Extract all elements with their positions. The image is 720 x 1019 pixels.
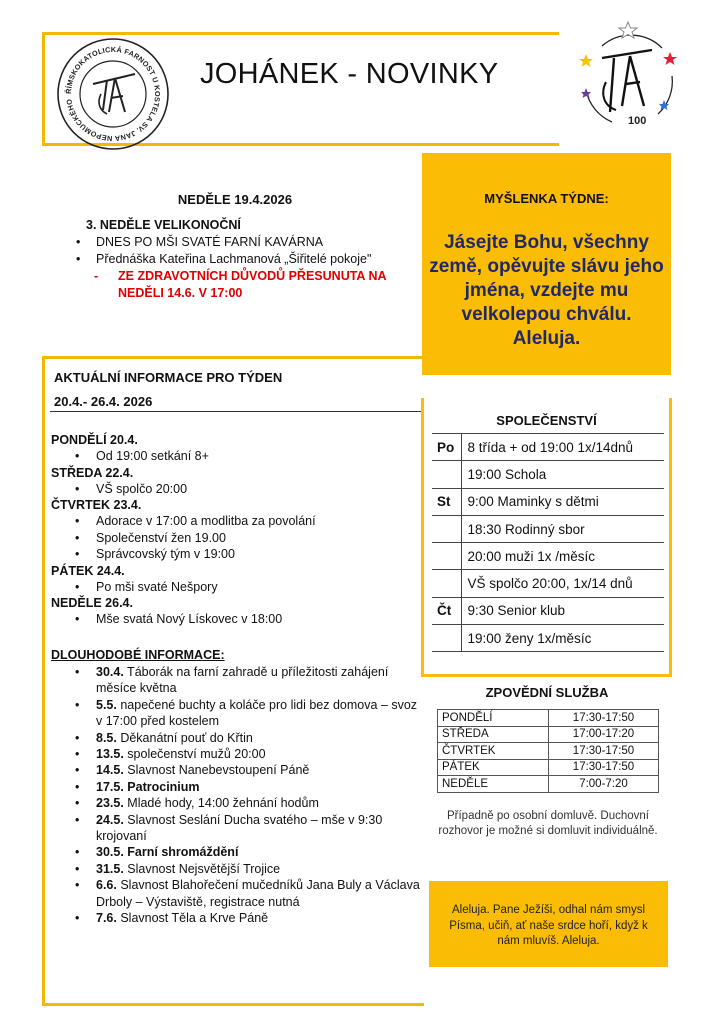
thought-of-week-box — [422, 153, 671, 375]
table-row — [438, 759, 659, 776]
weekly-schedule — [51, 432, 421, 628]
fellowship-day: Čt — [432, 597, 461, 624]
list-item — [75, 746, 425, 762]
day-title: NEDĚLE 26.4. — [51, 596, 133, 610]
fellowship-day: St — [432, 488, 461, 515]
fellowship-day — [432, 570, 461, 597]
day-title: PONDĚLÍ 20.4. — [51, 433, 138, 447]
day-items — [75, 448, 421, 465]
fellowship-day: Po — [432, 434, 461, 461]
event-text: Slavnost Těla a Krve Páně — [116, 911, 269, 926]
postponed-note-text: ZE ZDRAVOTNÍCH DŮVODŮ PŘESUNUTA NA NEDĚLI 14.6. V 17:00 — [118, 269, 387, 300]
list-item: • VŠ spolčo 20:00 — [75, 481, 421, 498]
event-text: Táborák na farní zahradě u příležitosti zahájení měsíce května — [96, 665, 389, 696]
fellowship-activity: 8 třída + od 19:00 1x/14dnů — [461, 434, 664, 461]
fellowship-activity: 20:00 muži 1x /měsíc — [461, 543, 664, 570]
event-date: 24.5. — [96, 812, 124, 827]
confession-day: PONDĚLÍ — [438, 710, 549, 727]
table-row — [438, 743, 659, 760]
day-title: PÁTEK 24.4. — [51, 563, 125, 578]
dash-marker: - — [94, 269, 99, 283]
table-row — [438, 776, 659, 793]
event-date: 6.6. — [96, 878, 117, 893]
confession-day: STŘEDA — [438, 726, 549, 743]
confession-time: 7:00-7:20 — [549, 776, 659, 793]
prayer-text: Aleluja. Pane Ježíši, odhal nám smysl Písma, učiň, ať naše srdce hoří, když k nám mluvíš. Aleluja. — [449, 904, 648, 947]
parish-logo — [55, 36, 171, 152]
event-date: 30.5. — [96, 845, 124, 860]
thought-heading: MYŠLENKA TÝDNE: — [484, 191, 609, 206]
long-term-list — [75, 664, 425, 927]
confession-day: PÁTEK — [438, 759, 549, 776]
table-row — [432, 625, 664, 652]
list-item — [75, 730, 425, 746]
day-items — [75, 579, 421, 596]
fellowship-day — [432, 461, 461, 488]
event-date: 7.6. — [96, 911, 117, 926]
event-text: Slavnost Blahořečení mučedníků Jana Buly a Václava Drboly – Výstaviště, registrace nutná — [96, 878, 420, 909]
star-purple-icon — [581, 88, 591, 98]
event-text: Patrocinium — [123, 779, 200, 794]
list-item: • Adorace v 17:00 a modlitba za povolání — [75, 513, 421, 530]
fellowship-activity: 9:30 Senior klub — [461, 597, 664, 624]
day-title: STŘEDA 22.4. — [51, 465, 134, 480]
list-item: • Společenství žen 19.00 — [75, 530, 421, 547]
event-text: Slavnost Nanebevstoupení Páně — [123, 763, 310, 778]
sunday-subtitle: 3. NEDĚLE VELIKONOČNÍ — [86, 218, 241, 232]
fellowship-activity: 19:00 Schola — [461, 461, 664, 488]
fellowship-day — [432, 515, 461, 542]
event-date: 5.5. — [96, 697, 117, 712]
day-items — [75, 513, 421, 563]
fellowship-activity: 9:00 Maminky s dětmi — [461, 488, 664, 515]
confession-table — [437, 709, 659, 793]
table-row — [432, 461, 664, 488]
fellowship-activity: 18:30 Rodinný sbor — [461, 515, 664, 542]
fellowship-day — [432, 543, 461, 570]
table-row — [432, 570, 664, 597]
anniversary-logo — [572, 18, 682, 130]
list-item — [75, 697, 425, 730]
confession-time: 17:30-17:50 — [549, 743, 659, 760]
long-term-title: DLOUHODOBÉ INFORMACE: — [51, 648, 225, 662]
table-row — [432, 515, 664, 542]
event-date: 13.5. — [96, 747, 124, 762]
day-title: ČTVRTEK 23.4. — [51, 498, 142, 512]
event-date: 30.4. — [96, 665, 124, 679]
confession-day: ČTVRTEK — [438, 743, 549, 760]
page-title: JOHÁNEK - NOVINKY — [200, 58, 499, 90]
list-item — [75, 779, 425, 795]
thought-text: Jásejte Bohu, všechny země, opěvujte slávu jeho jména, vzdejte mu velkolepou chválu. Aleluja. — [429, 232, 664, 349]
list-item — [75, 844, 425, 860]
fellowship-day — [432, 625, 461, 652]
divider — [50, 411, 422, 412]
event-date: 14.5. — [96, 763, 124, 778]
day-items — [75, 611, 421, 628]
event-text: společenství mužů 20:00 — [123, 747, 266, 762]
list-item — [75, 910, 425, 926]
table-row — [432, 434, 664, 461]
fellowship-table — [432, 433, 664, 652]
day-items — [75, 481, 421, 498]
confession-time: 17:30-17:50 — [549, 759, 659, 776]
list-item — [75, 812, 425, 845]
list-item: • DNES PO MŠI SVATÉ FARNÍ KAVÁRNA — [76, 234, 410, 251]
prayer-box — [429, 881, 668, 967]
weekly-title: AKTUÁLNÍ INFORMACE PRO TÝDEN — [54, 370, 283, 385]
list-item: • Správcovský tým v 19:00 — [75, 546, 421, 563]
list-item — [75, 861, 425, 877]
confession-time: 17:30-17:50 — [549, 710, 659, 727]
list-item: • Mše svatá Nový Lískovec v 18:00 — [75, 611, 421, 628]
confession-title: ZPOVĚDNÍ SLUŽBA — [485, 685, 609, 700]
table-row — [432, 597, 664, 624]
confession-time: 17:00-17:20 — [549, 726, 659, 743]
sunday-block — [60, 192, 410, 302]
list-item: • Po mši svaté Nešpory — [75, 579, 421, 596]
list-item: • Od 19:00 setkání 8+ — [75, 448, 421, 465]
parish-logo-text: ŘÍMSKOKATOLICKÁ FARNOST U KOSTELA SV. JANA NEPOMUCKÉHO — [63, 44, 163, 144]
weekly-date-range: 20.4.- 26.4. 2026 — [54, 394, 153, 409]
event-text: Slavnost Nejsvětější Trojice — [123, 861, 281, 876]
event-text: Slavnost Seslání Ducha svatého – mše v 9:30 krojovaní — [96, 812, 383, 844]
anniversary-logo-text: 100 — [628, 115, 647, 127]
fellowship-activity: 19:00 ženy 1x/měsíc — [461, 625, 664, 652]
list-item — [75, 877, 425, 910]
table-row — [432, 488, 664, 515]
list-item — [75, 762, 425, 778]
fellowship-title: SPOLEČENSTVÍ — [496, 413, 597, 428]
list-item — [75, 795, 425, 811]
event-date: 31.5. — [96, 861, 124, 876]
confession-day: NEDĚLE — [438, 776, 549, 793]
sunday-list — [76, 234, 410, 268]
event-text: Mladé hody, 14:00 žehnání hodům — [123, 796, 319, 811]
event-text: napečené buchty a koláče pro lidi bez domova – svoz v 17:00 před kostelem — [96, 697, 418, 729]
table-row — [432, 543, 664, 570]
event-date: 17.5. — [96, 779, 124, 794]
event-text: Děkanátní pouť do Křtin — [116, 730, 253, 745]
table-row — [438, 726, 659, 743]
event-date: 23.5. — [96, 796, 124, 811]
fellowship-activity: VŠ spolčo 20:00, 1x/14 dnů — [461, 570, 664, 597]
list-item — [75, 664, 425, 697]
event-date: 8.5. — [96, 730, 117, 745]
postponed-note — [94, 268, 418, 302]
list-item: • Přednáška Kateřina Lachmanová „Šiřitelé pokoje" — [76, 251, 410, 268]
sunday-date: NEDĚLE 19.4.2026 — [177, 192, 293, 207]
event-text: Farní shromáždění — [123, 845, 239, 860]
star-red-icon — [663, 52, 677, 65]
confession-note: Případně po osobní domluvě. Duchovní rozhovor je možné si domluvit individuálně. — [438, 810, 658, 837]
star-yellow-icon — [579, 54, 593, 67]
table-row — [438, 710, 659, 727]
